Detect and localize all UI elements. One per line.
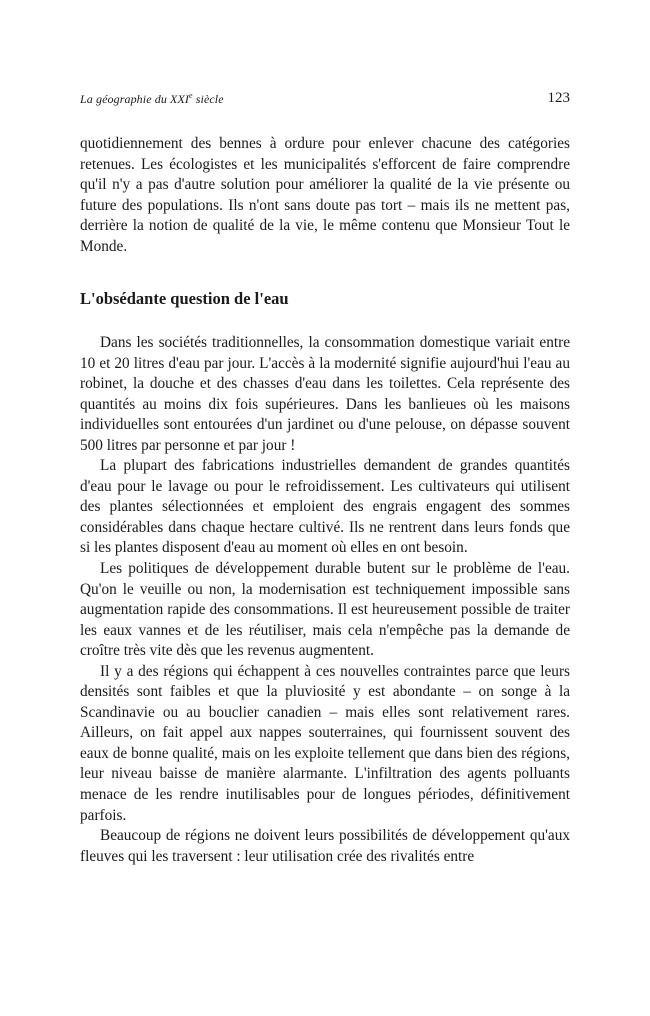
paragraph: Beaucoup de régions ne doivent leurs possibilités de développement qu'aux fleuves qui les traversent : leur utilisation crée des rivalités entre — [80, 827, 570, 865]
intro-text — [80, 134, 570, 258]
paragraph: Les politiques de développement durable butent sur le problème de l'eau. Qu'on le veuille ou non, la modernisation est techniquement impossible sans augmentation rapide des consommations. Il est heureusement possible de traiter les eaux vannes et de les réutiliser, mais cela n'empêche pas la demande de croître très vite dès que les revenus augmentent. — [80, 560, 570, 660]
paragraph: Dans les sociétés traditionnelles, la consommation domestique variait entre 10 et 20 litres d'eau par jour. L'accès à la modernité signifie aujourd'hui l'eau au robinet, la douche et des chasses d'eau dans les toilettes. Cela représente des quantités au moins dix fois supérieures. Dans les banlieues où les maisons individuelles sont entourées d'un jardinet ou d'une pelouse, on dépasse souvent 500 litres par personne et par jour ! — [80, 334, 570, 454]
section-heading: L'obsédante question de l'eau — [80, 289, 289, 308]
page-number: 123 — [547, 90, 570, 106]
running-header — [80, 92, 570, 112]
paragraph: Il y a des régions qui échappent à ces nouvelles contraintes parce que leurs densités sont faibles et que la pluviosité y est abondante – on songe à la Scandinavie ou au bouclier canadien – mais elles sont relativement rares. Ailleurs, on fait appel aux nappes souterraines, qui fournissent souvent des eaux de bonne qualité, mais on les exploite tellement que dans bien des régions, leur niveau baisse de manière alarmante. L'infiltration des agents polluants menace de les rendre inutilisables pour de longues périodes, définitivement parfois. — [80, 662, 570, 824]
running-title — [80, 92, 224, 107]
running-title-prefix: La géographie du XXI — [80, 92, 189, 106]
intro-paragraph: quotidiennement des bennes à ordure pour enlever chacune des catégories retenues. Les écologistes et les municipalités s'efforcent de faire comprendre qu'il n'y a pas d'autre solution pour améliorer la qualité de la vie présente ou future des populations. Ils n'ont sans doute pas tort – mais ils ne mettent pas, derrière la notion de qualité de la vie, le même contenu que Monsieur Tout le Monde. — [80, 135, 570, 255]
running-title-superscript: e — [189, 91, 193, 100]
running-title-suffix: siècle — [192, 92, 224, 106]
section-body — [80, 333, 570, 867]
paragraph: La plupart des fabrications industrielles demandent de grandes quantités d'eau pour le lavage ou pour le refroidissement. Les cultivateurs qui utilisent des plantes sélectionnées et emploient des engrais engagent des sommes considérables dans chaque hectare cultivé. Ils ne rentrent dans leurs fonds que si les plantes disposent d'eau au moment où elles en ont besoin. — [80, 457, 570, 557]
